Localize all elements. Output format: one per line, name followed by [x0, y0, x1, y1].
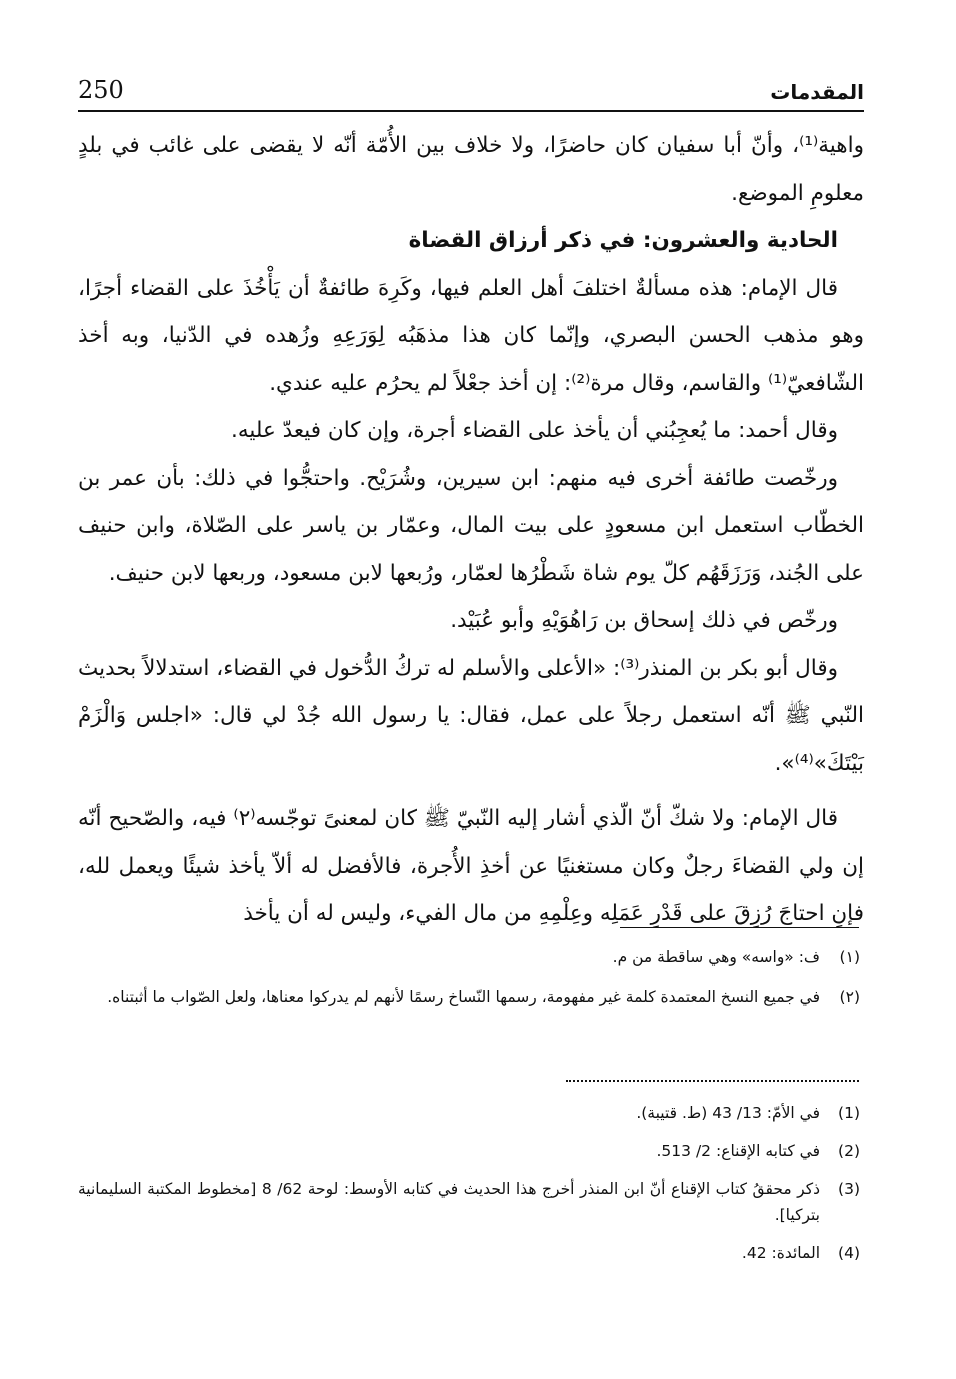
paragraph-3: وقال أحمد: ما يُعجِبُني أن يأخذ على القضاء أجرة، وإن كان فيعدّ عليه. [231, 418, 838, 443]
footnote-mark: (٢) [839, 988, 860, 1006]
paragraph-5: ورخّص في ذلك إسحاق بن رَاهُوَيْهِ وأبو عُبَيْد. [450, 608, 838, 633]
footnote-item [78, 984, 864, 1010]
footnote-item [78, 944, 864, 970]
dotted-separator [566, 1080, 859, 1084]
page-header [78, 68, 864, 112]
footnote-mark: (3) [838, 1180, 860, 1198]
footnote-item [78, 1176, 864, 1228]
footnote-text: في كتابه الإقناع: 2/ 513. [656, 1142, 820, 1160]
footnote-text: في جميع النسخ المعتمدة كلمة غير مفهومة، رسمها النّساخ رسمًا لأنهم لم يدركوا معناها، ولعل الصّواب ما أثبتناه. [107, 988, 820, 1006]
footnote-separator [620, 927, 859, 928]
paragraph-6: وقال أبو بكر بن المنذر⁽³⁾: «الأعلى والأسلم له تركُ الدُّخول في القضاء، استدلالاً بحديث النّبي ﷺ أنّه استعمل رجلاً على عمل، فقال: يا رسول الله جُدْ لي قال: «اجلس وَالْزَمْ بَيْتَكَ»⁽⁴⁾». [78, 655, 864, 776]
paragraph-7: قال الإمام: ولا شكّ أنّ الّذي أشار إليه النّبيّ ﷺ كان لمعنىً توجّسه⁽٢⁾ فيه، والصّحيح أنّه إن ولي القضاءَ رجلٌ وكان مستغنيًا عن أخذِ الأُجرة، فالأفضل له ألاّ يأخذ شيئًا ويعمل لله، فإنِ احتاجَ رُزِقَ على قَدْرِ عَمَلِه وعِلْمِهِ من مال الفيء، وليس له أن يأخذ [78, 806, 864, 926]
footnote-text: ف: «واسه» وهي ساقطة من م. [612, 948, 820, 966]
footnote-item [78, 1100, 864, 1126]
footnote-item [78, 1138, 864, 1164]
footnote-mark: (١) [839, 948, 860, 966]
footnote-text: المائدة: 42. [741, 1244, 820, 1262]
footnote-mark: (2) [838, 1142, 860, 1160]
footnote-item [78, 1240, 864, 1266]
main-text [78, 122, 864, 938]
running-title: المقدمات [770, 80, 864, 104]
manuscript-footnotes [78, 944, 864, 1024]
footnote-text: في الأمّ: 13/ 43 (ط. قتيبة). [636, 1104, 820, 1122]
paragraph-4: ورخّصت طائفة أخرى فيه منهم: ابن سيرين، وشُرَيْح. واحتجُّوا في ذلك: بأن عمر بن الخطّاب استعمل ابن مسعودٍ على بيت المال، وعمّار بن ياسر على الصّلاة، وابن حنيف على الجُند، وَرَزَقَهُم كلّ يوم شاة شَطْرُها لعمّار، ورُبعها لابن مسعود، وربعها لابن حنيف. [78, 465, 864, 586]
paragraph-2: قال الإمام: هذه مسألةٌ اختلفَ أهل العلم فيها، وكَرِهَ طائفةٌ أن يَأْخُذَ على القضاء أجرًا، وهو مذهب الحسن البصري، وإنّما كان هذا مذهَبُه لِوَرَعِهِ وزُهده في الدّنيا، وبه أخذ الشّافعيّ⁽¹⁾ والقاسم، وقال مرة⁽²⁾: إن أخذ جعْلاً لم يحرُم عليه عندي. [78, 275, 864, 396]
footnote-mark: (1) [838, 1104, 860, 1122]
paragraph-1: واهية⁽¹⁾، وأنّ أبا سفيان كان حاضرًا، ولا خلاف بين الأُمّة أنّه لا يقضى على غائب في بلدٍ معلومِ الموضع. [78, 133, 864, 206]
section-heading: الحادية والعشرون: في ذكر أرزاق القضاة [408, 228, 838, 253]
page-number: 250 [78, 76, 124, 104]
editor-footnotes [78, 1100, 864, 1278]
footnote-text: ذكر محققُ كتاب الإقناع أنّ ابن المنذر أخرج هذا الحديث في كتابه الأوسط: لوحة 62/ 8 [مخطوط المكتبة السليمانية بتركيا]. [78, 1180, 820, 1224]
footnote-mark: (4) [838, 1244, 860, 1262]
